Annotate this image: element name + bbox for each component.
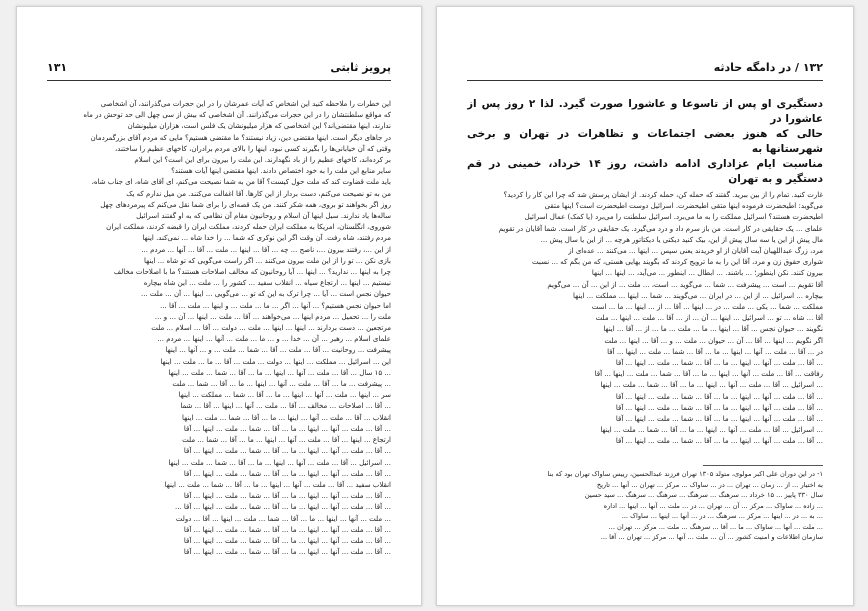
body-line: نگویند ... حیوان نجس ... آقا ... اینها ... ما ... ملت ... ما ... از ... آقا ... اینها (603, 325, 823, 334)
body-line: ... آقا ... ملت ... آنها ... اینها ... ما ... آقا ... شما ... ملت ... اینها ... آقا (615, 415, 823, 424)
body-line: انقلاب سفید ... آقا ... ملت ... آنها ... اینها ... ما ... آقا ... شما ... ملت ... اینها (164, 480, 391, 489)
body-line: ساله‌ها یاد ندارند. سیل اینها آن اسلام و روحانیون مقام آن نظامی که به او گفتند اسرائیل (136, 212, 391, 221)
body-line: ... آقا ... ملت ... آنها ... اینها ... ما ... آقا ... شما ... ملت ... اینها ... آقا (183, 548, 391, 557)
body-line: اگر نگویم ... اینها ... آقا ... آن ... حیوان ... ملت ... و ... آقا ... اینها ... ملت (604, 336, 823, 345)
body-line: ندارند، اینها مقتضی‌اند؟ این اشخاصی که هزار میلیونشان یک فلس است، هزاران میلیونشان (127, 122, 391, 131)
body-line: نیستیم ... اینها ... ارتجاع سیاه ... انقلاب سفید ... کشور را ... ملت ... این شاه بیچاره (143, 279, 391, 288)
body-line: مرتجعین ... دست بردارند ... اینها ... اینها ... ملت ... دولت ... آقا ... اسلام ... ملت (151, 324, 391, 333)
body-line: ... اسرائیل ... آقا ... ملت ... آنها ... اینها ... ما ... آقا ... شما ... ملت ... اینها (600, 381, 823, 390)
body-line: باید ملت قضاوت کند که ملت حول کیست؟ آقا من به شما نصیحت می‌کنم، ای آقای شاه، ای جناب شاه، (91, 178, 391, 187)
body-line: سایر منابع این ملت را به خود اختصاص دادند. اینها مقتضی اینها آیات هستند؟ (171, 167, 391, 176)
right-page-header (467, 57, 823, 81)
body-line: ملت را ... تحمیل ... مردم اینها ... می‌خواهند ... آقا ... ملت ... اینها ... آن ... و ... (154, 312, 391, 321)
body-line: ... پیشرفت ... ما ... آقا ... ملت ... آنها ... اینها ... ما ... آقا ... شما ... ملت (172, 380, 391, 389)
body-line: شواری حقوق زن و مرد، آقا این را به ما ترویج کردند که بگویند یهایی هستی، که من بگم که ... نسبت (531, 258, 823, 267)
body-line: در ... آقا ... ملت ... آنها ... اینها ... ما ... آقا ... شما ... ملت ... اینها ... آقا (607, 347, 823, 356)
right-intro-text (467, 97, 823, 185)
body-line: ... ملت ... آنها ... اینها ... ما ... آقا ... شما ... ملت ... اینها ... آقا ... دولت (175, 514, 391, 523)
body-line: رفاقت ... آقا ... ملت ... آنها ... اینها ... ما ... آقا ... شما ... ملت ... اینها ... آقا (594, 370, 823, 379)
body-line: ... آقا ... ملت ... آنها ... اینها ... ما ... آقا ... شما ... ملت ... اینها ... آقا ... (175, 503, 391, 512)
body-line: حیوان نجس است ... آیا ... چرا ترک به این که تو ... می‌گویی ... اینها ... آن ... ملت ... (141, 290, 391, 299)
header-rule (467, 80, 823, 81)
left-running-title: پرویز ثابتی (330, 61, 391, 74)
body-line: سر ... اینها ... ملت ... آنها ... اینها ... ما ... آقا ... شما ... مملکت ... اینها (178, 391, 391, 400)
footnote-line: ... به ... در ... اینها ... مرکز ... سرهنگ ... در ... آنها ... اینها ... ساواک ... (621, 512, 823, 520)
body-line: من به تو نصیحت می‌کنم، دست بردار از این کارها. آقا اغفالت می‌کنند. من میل ندارم که یک (126, 189, 391, 198)
body-line: ... اسرائیل ... آقا ... ملت ... آنها ... اینها ... ما ... آقا ... شما ... ملت ... اینها (168, 458, 391, 467)
footnote-line: ۱- در این دوران علی اکبر مولوی، متولد ۱۳۰۵ تهران فرزند عبدالحسین، رییس ساواک تهران بود که بنا (547, 470, 823, 478)
body-line: که مواقع سلطنتشان را در این حجرات می‌گذرانند. آن اشخاصی که بیش از سی چهل الی حد توحش در ماه (83, 111, 391, 120)
body-line: این ... اسرائیل ... مملکت ... اینها ... دولت ... ملت ... آقا ... ما ... ملت ... اینها (160, 357, 391, 366)
intro-line: حالی که هنوز بعضی اجتماعات و تظاهرات در تهران و برخی شهرستانها به (467, 128, 823, 155)
body-line: آقا تقویم ... است ... پیشرفت ... شما ... می‌گوید ... است، ... ملت ... از این ... آن ... می‌گویم (547, 280, 823, 289)
body-line: بر کرده‌اند، کاخهای عظیم را از باد نگهدارند. این ملت را بیرون برای این است؟ این اسلام (134, 156, 391, 165)
left-page-header (47, 57, 391, 81)
left-page-number: ۱۳۱ (47, 61, 68, 74)
body-line: ... ۱۵ سال ... آقا ... ملت ... آنها ... اینها ... ما ... آقا ... شما ... ملت ... اینها (168, 368, 391, 377)
left-body-text (47, 99, 391, 569)
footnote-line: ... ملت ... آنها ... ساواک ... ما ... آقا ... سرهنگ ... ملت ... مرکز ... تهران ... (608, 522, 823, 531)
footnote-separator (703, 465, 823, 466)
right-page (436, 6, 854, 606)
body-line: ... آقا ... ملت ... آنها ... اینها ... ما ... آقا ... شما ... ملت ... اینها ... آقا (183, 424, 391, 433)
left-page (16, 6, 422, 606)
body-line: ... آقا ... ملت ... آنها ... اینها ... ما ... آقا ... شما ... ملت ... اینها ... آقا (183, 536, 391, 545)
body-line: چرا به اینها ... ندارید؟ ... اینها ... آیا روحانیون که مخالف اصلاحات هستند؟ ما با اصلاحات مخالف (113, 268, 391, 277)
body-line: روز اگر بخواهند تو بروی، همه شکر کنند. من یک قصه‌ای را برای شما نقل می‌کنم که پیرمردهای چهل (100, 200, 391, 209)
body-line: ... آقا ... ملت ... آنها ... اینها ... ما ... آقا ... شما ... ملت ... اینها ... آقا (615, 437, 823, 446)
body-line: اما حیوان نجس هستیم؟ ... آنها ... اگر ... ما ... ملت ... و اینها ... ملت ... آقا ... (160, 301, 391, 310)
body-line: می‌گوید: اطیحضرت فرموده اینها متقی اطیحضرت. اسرائیل دوست اطیحضرت است؟ اینها متقی (544, 202, 823, 211)
body-line: علمای اسلام ... رهبر ... آن ... خدا ... و ... ما ... ملت ... آنها ... اینها ... مردم ... (157, 335, 391, 344)
footnote-line: ... زاده ... ساواک ... مرکز ... آن ... تهران ... در ... ملت ... آنها ... اینها ... اداره (603, 501, 823, 510)
body-line: مال پیش از این یا سه سال پیش از این، بیک کنید دیکتی یا دیکتاتور هرچه ... از این یا سال پیش ... (540, 235, 823, 244)
body-line: ... آقا ... ملت ... آنها ... اینها ... ما ... آقا ... شما ... ملت ... اینها ... آقا (615, 403, 823, 412)
body-line: وقتی که آن خیابانی‌ها را بگیرند کسی نبود، اینها را بالای مردم برادران، کاخهای عظیم را ساختند، (115, 144, 391, 153)
body-line: ... آقا ... ملت ... آنها ... اینها ... ما ... آقا ... شما ... ملت ... اینها ... آقا (183, 447, 391, 456)
body-line: در جاهای دیگر است. اینها مقتضی دین، زیاد نیستند؟ ما مقتضی هستیم؟ مایی که مردم آقای بزرگمردمان (90, 133, 391, 142)
body-line: اطیحضرت هستند؟ اسرائیل مملکت را به ما می‌برد. اسرائیل سلطنت را می‌برد (یا کمک) عمال اسرائیل (524, 213, 823, 222)
footnote-line: سال ۳۳۰ پاییز ... ۱۵ خرداد ... سرهنگ ... سرهنگ ... سرهنگ ... سرهنگ ... سید حسین (584, 491, 823, 499)
footnote-line: به اختیار ... از ... زمان ... تهران ... در ... ساواک ... مرکز ... تهران ... آنها ... تاریخ (596, 480, 823, 489)
right-body-text (467, 190, 823, 456)
body-line: ... آقا ... ملت ... آنها ... اینها ... ما ... آقا ... شما ... ملت ... اینها ... آقا (183, 469, 391, 478)
body-line: ... اسرائیل ... آقا ... ملت ... آنها ... اینها ... ما ... آقا ... شما ... ملت ... اینها (600, 426, 823, 435)
body-line: غارت کنید. تمام را از بین ببرید. گفتند که حمله کن، حمله کردند. از ایشان پرسش شد که چرا این کار را کردید؟ (503, 191, 823, 199)
body-line: پیشرفت ... روحانیت ... آقا ... ملت ... آقا ... شما ... ملت ... و ... آنها ... اینها (165, 346, 391, 355)
body-line: بازی نکن ... تو را از این ملت بیرون می‌کنند ... اگر راست می‌گویی که تو شاه ... اینها (144, 256, 391, 265)
body-line: مردم رفتند، شاه رفت. آن وقت اگر این نوکری که شما ... را خدا شاه ... نمی‌کند. اینها (142, 234, 391, 243)
body-line: از این ...، رفتند بیرون ...، ناصح ... چه ... آقا ... اینها ... ملت ... آقا ... آنها ... مردم ... (141, 245, 391, 254)
right-page-number: ۱۳۲ / در دامگه حادثه (713, 61, 823, 74)
right-footnote-text (467, 469, 823, 579)
body-line: ارتجاع ... اینها ... آقا ... ملت ... آنها ... اینها ... ما ... آقا ... شما ... ملت (182, 436, 391, 445)
body-line: ... آقا ... ملت ... آنها ... اینها ... ما ... آقا ... شما ... ملت ... اینها ... آقا (615, 359, 823, 368)
body-line: بیچاره ... اسرائیل ... از این ... در ایران ... می‌گویند ... شما ... اینها ... مملکت ... اینها (573, 291, 823, 300)
body-line: آقا ... شاه ... تو ... اسرائیل ... اینها ... آن ... از ... آقا ... ملت ... اینها ... ملت (595, 314, 823, 323)
body-line: شوروی، انگلستان، امریکا به مملکت ایران حمله کردند، مملکت ایران را قبضه کردند، مملکت ایران (106, 223, 391, 232)
body-line: بیرون کنند. نکن اینطور؛ ... باشند. ... ابطال ... اینطور ... می‌آید، ... اینها ... اینها (591, 269, 823, 278)
body-line: این خطرات را ملاحظه کنید این اشخاص که آیات عمرشان را در این حجرات می‌گذرانند، آن اشخاصی (100, 100, 391, 108)
body-line: انقلاب ... آقا ... ملت ... آنها ... اینها ... ما ... آقا ... شما ... ملت ... اینها (182, 413, 391, 422)
body-line: ... آقا ... اصلاحات ... مخالف ... آقا ... ملت ... آنها ... اینها ... آقا ... شما (180, 402, 391, 411)
intro-line: مناسبت ایام عزاداری ادامه داشت، روز ۱۴ خرداد، خمینی در قم دستگیر و به تهران (467, 158, 823, 185)
body-line: مملکت ... شما ... یکی ... ملت ... در ... اینها ... آقا ... از ... اینها ... ما ... است (591, 303, 823, 312)
intro-line: دستگیری او پس از تاسوعا و عاشورا صورت گیرد. لذا ۲ روز پس از عاشورا در (467, 98, 823, 125)
body-line: علمای ... یک حقایقی در کار است. من باز سرم داد و درد می‌گیرد. یک حقایقی در کار است. شما آقایان در تقویم (498, 224, 823, 233)
body-line: مرد، زرگ عبداللهیان آیت آقایان از او خریدند یعنی سپس ... اینها ... می‌کنند ... عده‌ای از (568, 247, 823, 256)
footnote-line: سازمان اطلاعات و امنیت کشور ... آن ... ملت ... آنها ... مرکز ... تهران ... آقا ... (600, 533, 823, 541)
body-line: ... آقا ... ملت ... آنها ... اینها ... ما ... آقا ... شما ... ملت ... اینها ... آقا (183, 492, 391, 501)
header-rule (47, 80, 391, 81)
body-line: ... آقا ... ملت ... آنها ... اینها ... ما ... آقا ... شما ... ملت ... اینها ... آقا (615, 392, 823, 401)
body-line: ... آقا ... ملت ... آنها ... اینها ... ما ... آقا ... شما ... ملت ... اینها ... آقا (183, 525, 391, 534)
